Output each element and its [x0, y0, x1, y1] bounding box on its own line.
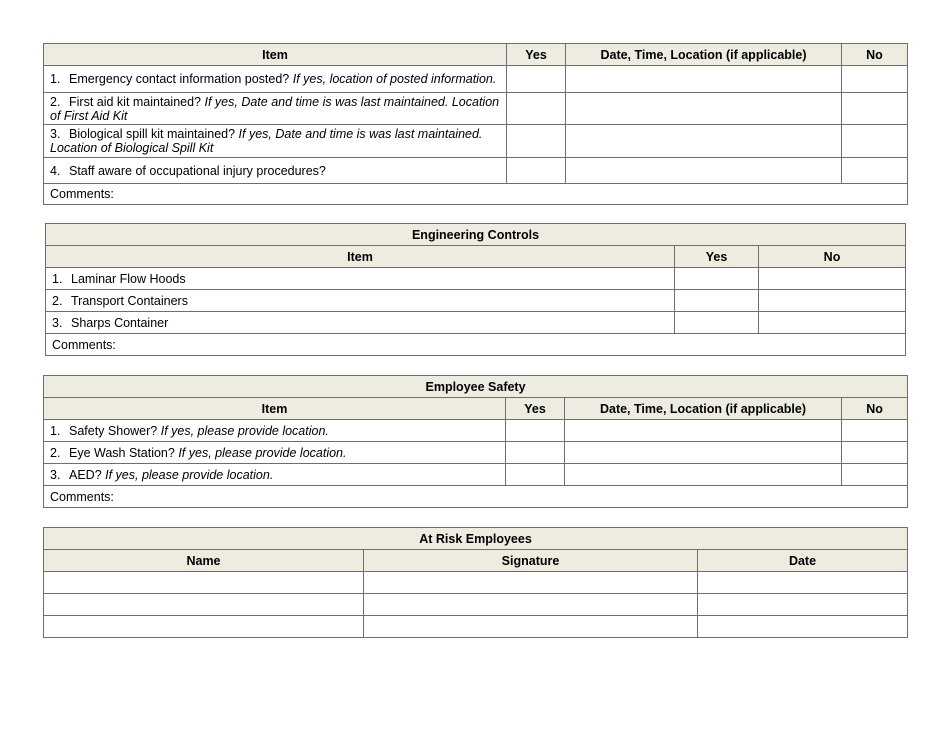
- no-cell[interactable]: [759, 268, 906, 290]
- item-header: Item: [46, 246, 675, 268]
- no-cell[interactable]: [842, 442, 908, 464]
- engineering-controls-table: [45, 223, 906, 356]
- name-cell[interactable]: [44, 594, 364, 616]
- table-row: [44, 93, 908, 125]
- table-row: [44, 594, 908, 616]
- yes-cell[interactable]: [675, 290, 759, 312]
- name-cell[interactable]: [44, 616, 364, 638]
- date-cell[interactable]: [698, 594, 908, 616]
- item-cell: 2. Transport Containers: [46, 290, 675, 312]
- name-header: Name: [44, 550, 364, 572]
- item-cell: 2. Eye Wash Station? If yes, please provide location.: [44, 442, 506, 464]
- signature-cell[interactable]: [364, 594, 698, 616]
- date-cell[interactable]: [565, 464, 842, 486]
- date-cell[interactable]: [565, 442, 842, 464]
- table-row: [44, 420, 908, 442]
- date-cell[interactable]: [698, 616, 908, 638]
- no-cell[interactable]: [842, 158, 908, 184]
- item-cell: 1. Laminar Flow Hoods: [46, 268, 675, 290]
- table-row: [44, 616, 908, 638]
- item-cell: 1. Emergency contact information posted? If yes, location of posted information.: [44, 66, 507, 93]
- safety-items-table: [43, 43, 908, 205]
- employee-safety-table: [43, 375, 908, 508]
- table-row: [46, 312, 906, 334]
- item-cell: 3. Biological spill kit maintained? If yes, Date and time is was last maintained. Location of Biological Spill Kit: [44, 125, 507, 158]
- table-row: [44, 158, 908, 184]
- item-cell: 3. AED? If yes, please provide location.: [44, 464, 506, 486]
- date-cell[interactable]: [565, 420, 842, 442]
- table-row: [46, 290, 906, 312]
- table-row: [44, 572, 908, 594]
- no-header: No: [759, 246, 906, 268]
- date-header: Date: [698, 550, 908, 572]
- no-cell[interactable]: [842, 464, 908, 486]
- yes-cell[interactable]: [506, 442, 565, 464]
- yes-header: Yes: [675, 246, 759, 268]
- table-row: [44, 442, 908, 464]
- yes-cell[interactable]: [506, 420, 565, 442]
- item-cell: 1. Safety Shower? If yes, please provide location.: [44, 420, 506, 442]
- no-cell[interactable]: [759, 312, 906, 334]
- section-title: Engineering Controls: [46, 224, 906, 246]
- yes-cell[interactable]: [507, 66, 566, 93]
- item-cell: 4. Staff aware of occupational injury procedures?: [44, 158, 507, 184]
- yes-cell[interactable]: [675, 268, 759, 290]
- table-row: [44, 125, 908, 158]
- date-time-location-header: Date, Time, Location (if applicable): [566, 44, 842, 66]
- date-cell[interactable]: [566, 125, 842, 158]
- no-cell[interactable]: [842, 125, 908, 158]
- comments-field[interactable]: Comments:: [46, 334, 906, 356]
- section-title: At Risk Employees: [44, 528, 908, 550]
- table-row: [46, 268, 906, 290]
- no-header: No: [842, 398, 908, 420]
- section-title: Employee Safety: [44, 376, 908, 398]
- yes-cell[interactable]: [506, 464, 565, 486]
- date-time-location-header: Date, Time, Location (if applicable): [565, 398, 842, 420]
- date-cell[interactable]: [566, 93, 842, 125]
- yes-cell[interactable]: [507, 158, 566, 184]
- signature-header: Signature: [364, 550, 698, 572]
- table-row: [44, 66, 908, 93]
- no-cell[interactable]: [759, 290, 906, 312]
- date-cell[interactable]: [566, 66, 842, 93]
- item-header: Item: [44, 398, 506, 420]
- item-header: Item: [44, 44, 507, 66]
- no-cell[interactable]: [842, 66, 908, 93]
- signature-cell[interactable]: [364, 616, 698, 638]
- date-cell[interactable]: [566, 158, 842, 184]
- table-row: [44, 464, 908, 486]
- yes-cell[interactable]: [507, 125, 566, 158]
- comments-field[interactable]: Comments:: [44, 486, 908, 508]
- yes-cell[interactable]: [675, 312, 759, 334]
- comments-field[interactable]: Comments:: [44, 184, 908, 205]
- no-cell[interactable]: [842, 93, 908, 125]
- name-cell[interactable]: [44, 572, 364, 594]
- yes-cell[interactable]: [507, 93, 566, 125]
- no-header: No: [842, 44, 908, 66]
- yes-header: Yes: [507, 44, 566, 66]
- no-cell[interactable]: [842, 420, 908, 442]
- signature-cell[interactable]: [364, 572, 698, 594]
- date-cell[interactable]: [698, 572, 908, 594]
- item-cell: 3. Sharps Container: [46, 312, 675, 334]
- yes-header: Yes: [506, 398, 565, 420]
- at-risk-employees-table: [43, 527, 908, 638]
- item-cell: 2. First aid kit maintained? If yes, Date and time is was last maintained. Location of First Aid Kit: [44, 93, 507, 125]
